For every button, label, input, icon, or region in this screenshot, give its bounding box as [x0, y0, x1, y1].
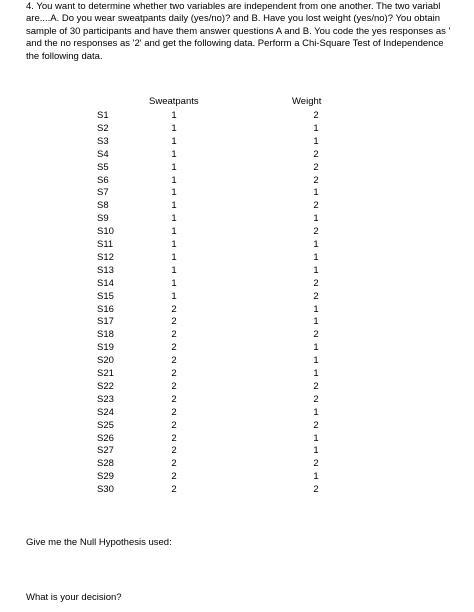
table-row [0, 407, 474, 420]
sweatpants-value: 1 [171, 200, 177, 212]
weight-value: 1 [313, 342, 319, 354]
participant-id: S3 [97, 135, 109, 147]
weight-value: 1 [313, 135, 319, 147]
participant-id: S26 [97, 432, 114, 444]
sweatpants-value: 2 [171, 368, 177, 379]
weight-value: 1 [313, 355, 319, 367]
weight-column-header: Weight [292, 96, 322, 107]
sweatpants-value: 1 [171, 251, 177, 263]
participant-id: S8 [97, 200, 109, 212]
question-line: and the no responses as '2' and get the following data. Perform a Chi-Square Test of Independence [26, 38, 444, 50]
sweatpants-value: 1 [171, 290, 177, 302]
sweatpants-value: 1 [171, 213, 177, 225]
sweatpants-value: 2 [171, 303, 177, 315]
sweatpants-value: 2 [171, 419, 177, 431]
weight-value: 2 [313, 458, 319, 470]
table-row [0, 200, 474, 213]
weight-value: 2 [313, 174, 319, 186]
weight-value: 2 [313, 148, 319, 160]
participant-id: S2 [97, 122, 109, 134]
participant-id: S12 [97, 251, 114, 263]
sweatpants-value: 1 [171, 122, 177, 134]
participant-id: S4 [97, 148, 109, 160]
participant-id: S18 [97, 329, 114, 341]
table-row [0, 239, 474, 252]
sweatpants-value: 1 [171, 161, 177, 173]
weight-value: 2 [313, 290, 319, 302]
table-row [0, 420, 474, 433]
weight-value: 2 [313, 393, 319, 405]
weight-value: 1 [313, 303, 319, 315]
weight-value: 1 [313, 213, 319, 225]
participant-id: S9 [97, 213, 109, 225]
sweatpants-column-header: Sweatpants [149, 96, 199, 107]
weight-value: 2 [313, 200, 319, 212]
null-hypothesis-prompt: Give me the Null Hypothesis used: [26, 537, 172, 548]
participant-id: S27 [97, 445, 114, 457]
sweatpants-value: 2 [171, 445, 177, 457]
table-row [0, 316, 474, 329]
sweatpants-value: 2 [171, 329, 177, 341]
table-row [0, 458, 474, 471]
table-row [0, 252, 474, 265]
decision-prompt: What is your decision? [26, 592, 122, 603]
participant-id: S13 [97, 264, 114, 276]
table-row [0, 304, 474, 317]
table-row [0, 175, 474, 188]
sweatpants-value: 2 [171, 316, 177, 328]
weight-value: 2 [313, 329, 319, 341]
participant-id: S7 [97, 187, 109, 199]
question-text [26, 1, 474, 63]
weight-value: 1 [313, 251, 319, 263]
table-row [0, 226, 474, 239]
table-row [0, 394, 474, 407]
weight-value: 2 [313, 226, 319, 238]
participant-id: S17 [97, 316, 114, 328]
sweatpants-value: 1 [171, 264, 177, 276]
participant-id: S5 [97, 161, 109, 173]
question-line: sample of 30 participants and have them answer questions A and B. You code the yes responses as ' [26, 25, 451, 37]
participant-id: S15 [97, 290, 114, 302]
table-row [0, 355, 474, 368]
sweatpants-value: 1 [171, 187, 177, 199]
sweatpants-value: 1 [171, 110, 177, 121]
question-line: 4. You want to determine whether two variables are independent from one another. The two variabl [26, 1, 441, 12]
weight-value: 2 [313, 277, 319, 289]
participant-id: S16 [97, 303, 114, 315]
sweatpants-value: 2 [171, 432, 177, 444]
table-row [0, 265, 474, 278]
sweatpants-value: 2 [171, 458, 177, 470]
weight-value: 2 [313, 161, 319, 173]
weight-value: 2 [313, 110, 319, 121]
table-row [0, 445, 474, 458]
sweatpants-value: 2 [171, 471, 177, 483]
weight-value: 1 [313, 264, 319, 276]
table-row [0, 471, 474, 484]
participant-id: S28 [97, 458, 114, 470]
weight-value: 1 [313, 239, 319, 250]
participant-id: S1 [97, 110, 109, 121]
table-row [0, 291, 474, 304]
sweatpants-value: 1 [171, 148, 177, 160]
participant-id: S19 [97, 342, 114, 354]
sweatpants-value: 1 [171, 135, 177, 147]
sweatpants-value: 2 [171, 355, 177, 367]
table-row [0, 123, 474, 136]
question-line: the following data. [26, 50, 103, 62]
weight-value: 1 [313, 471, 319, 483]
weight-value: 1 [313, 122, 319, 134]
weight-value: 2 [313, 419, 319, 431]
table-row [0, 136, 474, 149]
weight-value: 1 [313, 187, 319, 199]
participant-id: S20 [97, 355, 114, 367]
sweatpants-value: 1 [171, 277, 177, 289]
participant-id: S23 [97, 393, 114, 405]
table-row [0, 187, 474, 200]
weight-value: 2 [313, 380, 319, 392]
sweatpants-value: 1 [171, 239, 177, 250]
table-row [0, 484, 474, 497]
participant-id: S30 [97, 484, 114, 496]
participant-id: S24 [97, 406, 114, 418]
sweatpants-value: 1 [171, 226, 177, 238]
table-row [0, 342, 474, 355]
participant-id: S25 [97, 419, 114, 431]
weight-value: 1 [313, 368, 319, 379]
question-line: are....A. Do you wear sweatpants daily (yes/no)? and B. Have you lost weight (yes/no)? You obtain [26, 13, 441, 25]
table-row [0, 368, 474, 381]
sweatpants-value: 2 [171, 342, 177, 354]
table-row [0, 381, 474, 394]
table-row [0, 433, 474, 446]
sweatpants-value: 1 [171, 174, 177, 186]
participant-id: S21 [97, 368, 114, 379]
weight-value: 1 [313, 316, 319, 328]
weight-value: 2 [313, 484, 319, 496]
weight-value: 1 [313, 432, 319, 444]
table-row [0, 278, 474, 291]
participant-id: S29 [97, 471, 114, 483]
table-row [0, 110, 474, 123]
table-row [0, 329, 474, 342]
participant-id: S11 [97, 239, 114, 250]
table-row [0, 149, 474, 162]
sweatpants-value: 2 [171, 380, 177, 392]
weight-value: 1 [313, 406, 319, 418]
weight-value: 1 [313, 445, 319, 457]
sweatpants-value: 2 [171, 406, 177, 418]
participant-id: S10 [97, 226, 114, 238]
table-row [0, 213, 474, 226]
participant-id: S6 [97, 174, 109, 186]
sweatpants-value: 2 [171, 393, 177, 405]
participant-id: S22 [97, 380, 114, 392]
participant-id: S14 [97, 277, 114, 289]
sweatpants-value: 2 [171, 484, 177, 496]
table-row [0, 162, 474, 175]
